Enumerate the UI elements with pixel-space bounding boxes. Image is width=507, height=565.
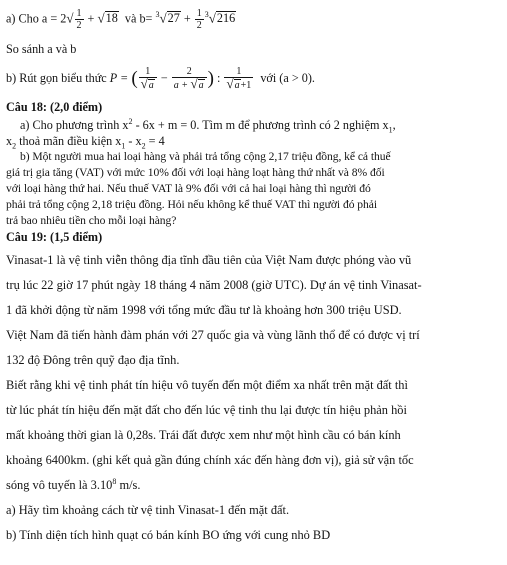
q19-speed-line: sóng vô tuyến là 3.10$^8$ m/s. <box>6 476 141 492</box>
q19-heading: Câu 19: (1,5 điểm) <box>6 230 103 244</box>
q18-b-line: trả bao nhiêu tiền cho mỗi loại hàng? <box>6 214 177 227</box>
cuberoot-27: 27 <box>167 11 180 26</box>
q19-line: Biết rằng khi vệ tinh phát tín hiệu vô tuyến đến một điểm xa nhất trên mặt đất thì <box>6 378 408 392</box>
q19-line: khoảng 6400km. (ghi kết quả gần đúng chính xác đến hàng đơn vị), giả sử vận tốc <box>6 453 414 467</box>
sqrt-18: 18 <box>105 11 118 26</box>
q18-b-line: b) Một người mua hai loại hàng và phải trả tổng cộng 2,17 triệu đồng, kể cả thuế <box>20 150 391 163</box>
q18-b-line: với loại hàng thứ hai. Nếu thuế VAT là 9% đối với cả hai loại hàng thì người đó <box>6 182 371 195</box>
q19-question-a: a) Hãy tìm khoảng cách từ vệ tinh Vinasat-1 đến mặt đất. <box>6 503 290 517</box>
compare-line: So sánh a và b <box>6 42 77 56</box>
part-b-label: b) Rút gọn biểu thức <box>6 70 107 85</box>
q19-line: 1 đã khởi động từ năm 1998 với tổng mức đầu tư là khoảng hơn 300 triệu USD. <box>6 303 402 317</box>
fraction-one-half: $\frac{1}{2}$ <box>76 8 82 31</box>
condition: với (a > 0). <box>260 70 315 85</box>
part-b-expression: b) Rút gọn biểu thức P = ( $\frac{1}{√a}$ − $\frac{2}{a + √a}$ ) : $\frac{1}{√a+1}$ với (a > 0). <box>6 66 315 91</box>
q19-line: 132 độ Đông trên quỹ đạo địa tĩnh. <box>6 353 180 367</box>
part-a-expression: a) Cho a = 2√ $\frac{1}{2}$ + √18 và b= $^3$√27 + $\frac{1}{2}$ $^3$√216 <box>6 8 236 31</box>
q18-heading: Câu 18: (2,0 điểm) <box>6 100 103 114</box>
q19-line: trụ lúc 22 giờ 17 phút ngày 18 tháng 4 năm 2008 (giờ UTC). Dự án vệ tinh Vinasat- <box>6 278 422 292</box>
part-a-label: a) Cho a = <box>6 11 58 26</box>
fraction-half: $\frac{1}{2}$ <box>196 8 202 31</box>
and-b: và b= <box>124 11 153 26</box>
q19-line: Việt Nam đã tiến hành đàm phán với 27 quốc gia và vùng lãnh thổ để có được vị trí <box>6 328 420 342</box>
cuberoot-216: 216 <box>216 11 236 26</box>
q18-a-line1: a) Cho phương trình $x^2 - 6x + m = 0$. Tìm m để phương trình có 2 nghiệm $x_1$, <box>20 116 396 135</box>
q19-line: mất khoảng thời gian là 0,28s. Trái đất được xem như một hình cầu có bán kính <box>6 428 401 442</box>
q19-line: từ lúc phát tín hiệu đến mặt đất cho đến lúc vệ tinh thu lại được tín hiệu phản hồi <box>6 403 407 417</box>
q18-b-line: phải trả tổng cộng 2,18 triệu đồng. Hỏi nếu không kể thuế VAT thì người đó phải <box>6 198 378 211</box>
q19-question-b: b) Tính diện tích hình quạt có bán kính BO ứng với cung nhỏ BD <box>6 528 331 542</box>
q19-line: Vinasat-1 là vệ tinh viễn thông địa tĩnh đầu tiên của Việt Nam được phóng vào vũ <box>6 253 412 267</box>
q18-a-line2: $x_2$ thoả mãn điều kiện $x_1 - x_2 = 4$ <box>6 134 165 151</box>
q18-b-line: giá trị gia tăng (VAT) với mức 10% đối với loại hàng loạt hàng thứ nhất và 8% đối <box>6 166 385 179</box>
coef: 2 <box>60 11 67 26</box>
